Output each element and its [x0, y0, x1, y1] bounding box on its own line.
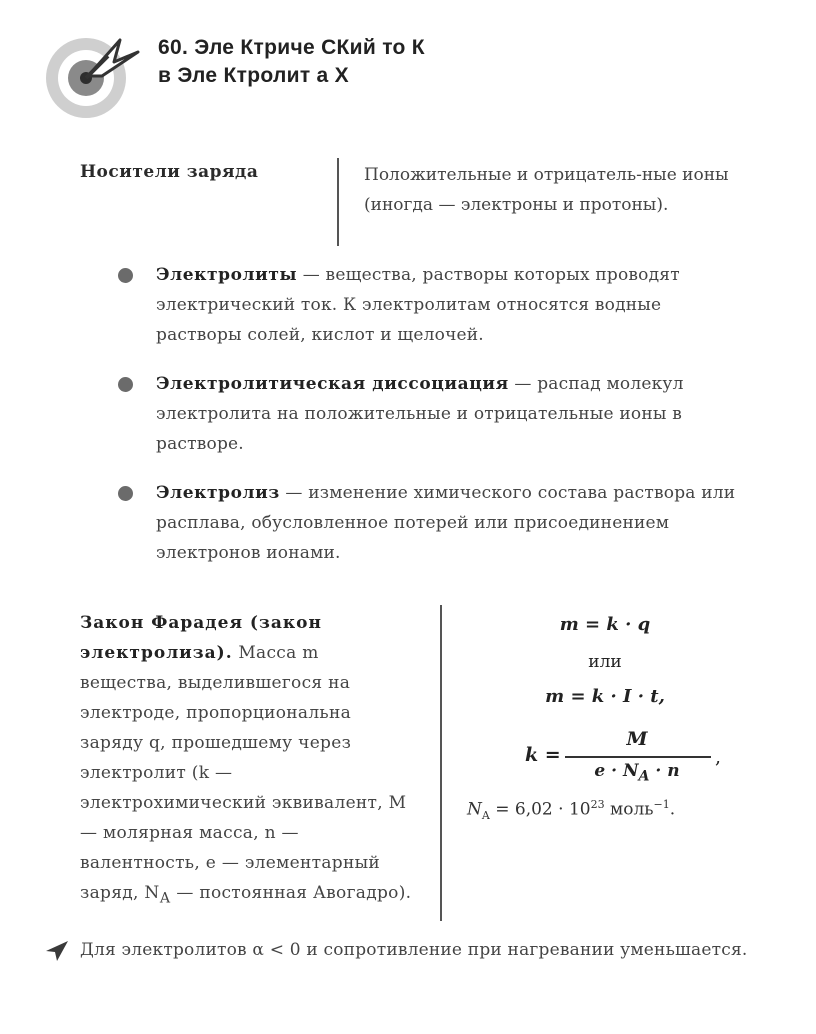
- title-line-1: 60. Эле Ктриче СКий то К: [158, 36, 425, 59]
- list-item: [118, 260, 738, 350]
- note-text: Для электролитов α < 0 и сопротивление при нагревании уменьшается.: [80, 940, 748, 960]
- arrow-pointer-icon: [44, 939, 70, 963]
- charge-carriers-value: Положительные и отрицатель-ные ионы (иногда — электроны и протоны).: [364, 165, 729, 215]
- definition-term: Электролиты: [156, 265, 298, 285]
- divider-line: [337, 158, 339, 246]
- formula-mass-charge: m = k · q: [559, 614, 651, 635]
- formula-or: или: [588, 652, 622, 672]
- faraday-law-body: Масса m вещества, выделившегося на электроде, пропорциональна заряду q, прошедшему через электролит (k — электрохимический эквивалент, M — молярная масса, n — валентность, e — элементарный заряд, N: [80, 643, 407, 903]
- list-item: [118, 478, 738, 568]
- faraday-law-term: Закон Фарадея (закон электролиза).: [80, 613, 322, 663]
- definition-term: Электролитическая диссоциация: [156, 374, 509, 394]
- bullet-dot-icon: [118, 268, 133, 283]
- fraction-bar: [565, 756, 711, 758]
- bullet-dot-icon: [118, 486, 133, 501]
- fraction-comma: ,: [715, 746, 722, 768]
- faraday-law-text: [80, 608, 416, 913]
- fraction-numerator: M: [626, 728, 648, 750]
- definitions-list: [118, 260, 738, 587]
- list-item: [118, 369, 738, 459]
- definition-text: — распад молекул электролита на положительные и отрицательные ионы в растворе.: [156, 374, 684, 454]
- formula-k-fraction: [525, 728, 775, 788]
- fraction-lhs: k =: [525, 744, 561, 766]
- divider-line: [440, 605, 442, 921]
- definition-text: — изменение химического состава раствора или расплава, обусловленное потерей или присоединением электронов ионами.: [156, 483, 736, 563]
- faraday-law-end: — постоянная Авогадро).: [170, 883, 412, 903]
- fraction-denominator: $e \cdot N_A \cdot n$: [594, 761, 680, 785]
- charge-carriers-label: Носители заряда: [80, 162, 259, 182]
- faraday-law-subscript: А: [159, 890, 171, 907]
- formula-mass-current: m = k · I · t,: [545, 686, 665, 707]
- section-title: [158, 34, 425, 90]
- definition-text: — вещества, растворы которых проводят электрический ток. К электролитам относятся водные растворы солей, кислот и щелочей.: [156, 265, 680, 345]
- title-line-2: в Эле Ктролит а Х: [158, 64, 349, 87]
- avogadro-constant: $N_A = 6,02 \cdot 10^{23}$ моль$^{-1}$.: [467, 798, 676, 823]
- definition-term: Электролиз: [156, 483, 280, 503]
- charge-carriers-block: [80, 158, 770, 248]
- bullet-dot-icon: [118, 377, 133, 392]
- target-arrow-icon: [42, 22, 142, 122]
